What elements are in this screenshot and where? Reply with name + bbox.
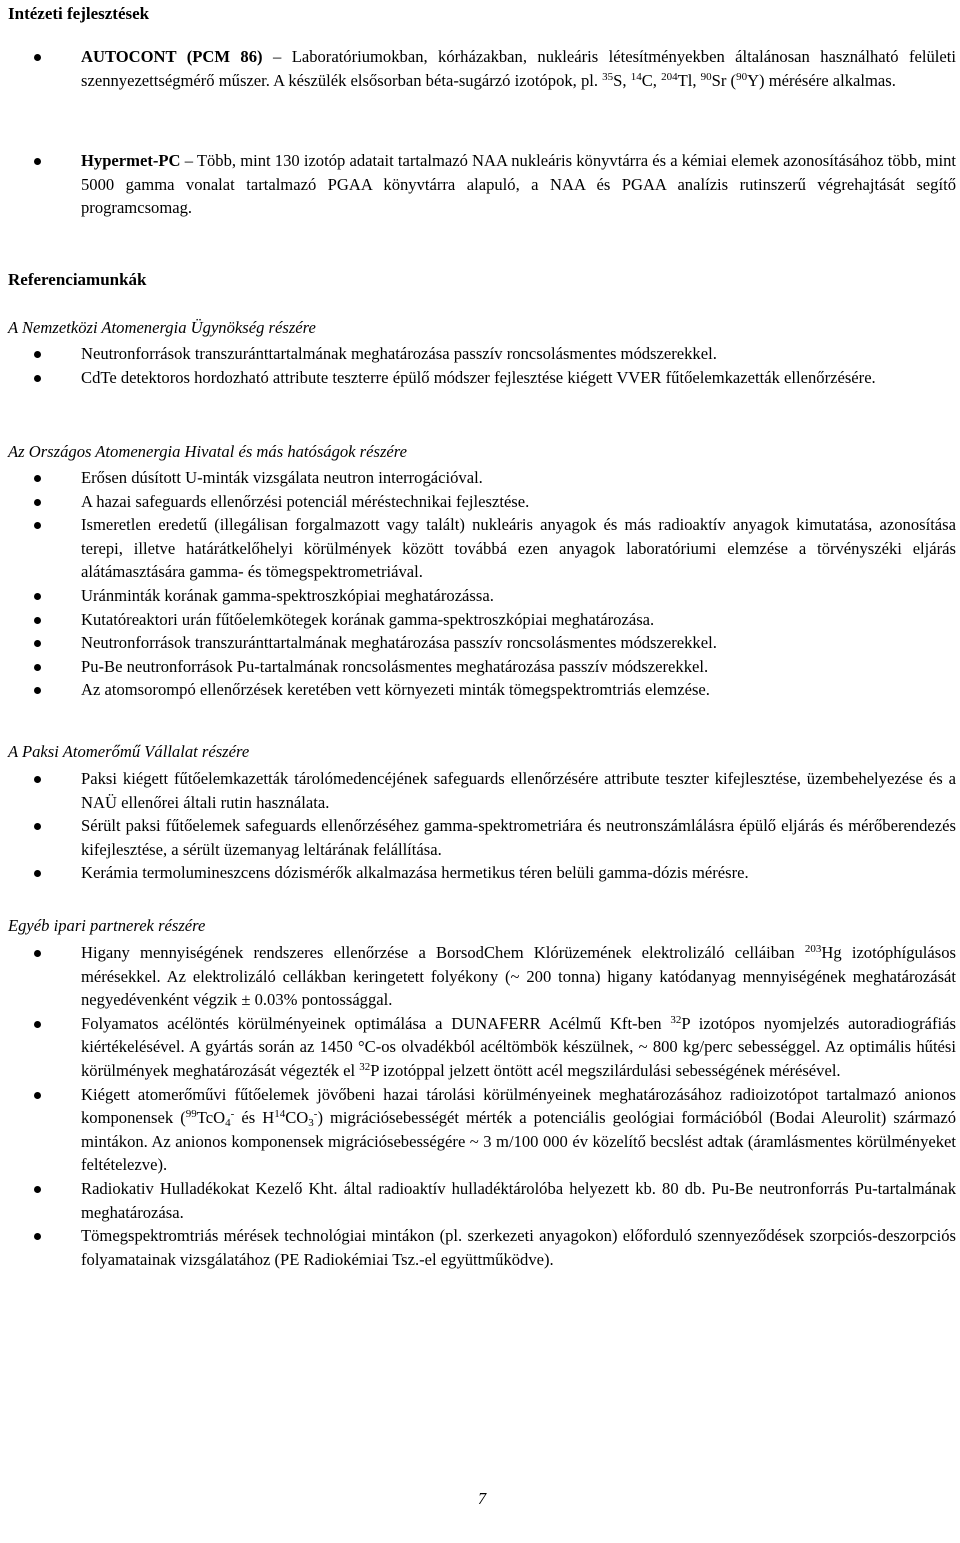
list-item: Paksi kiégett fűtőelemkazetták tárolómedencéjének safeguards ellenőrzésére attribute teszter kifejlesztése, üzembehelyezése és a NAÜ ellenőrei általi rutin használata. xyxy=(8,767,956,814)
dash: – xyxy=(180,151,197,170)
isotope-mass: 203 xyxy=(804,943,822,955)
text: ) migrációsebességét mérték a potenciális geológiai formációból (Bodai Aleurolit) származó mintákon. Az anionos komponensek migrációsebességére ~ 3 m/100 000 év közelítő becslést adtak (áramlásmentes körülményeket feltételezve). xyxy=(81,1108,957,1175)
page-number: 7 xyxy=(477,1489,487,1508)
isotope-mass: 35 xyxy=(602,70,614,83)
list-item-spent-fuel xyxy=(8,1083,956,1177)
oah-list xyxy=(8,466,956,702)
isotope-mass: 14 xyxy=(274,1108,286,1121)
heading-institutional-developments: Intézeti fejlesztések xyxy=(8,4,150,23)
isotope-mass: 99 xyxy=(185,1108,197,1121)
list-item: Sérült paksi fűtőelemek safeguards ellenőrzéséhez gamma-spektrometriára és neutronszámlálásra épülő eljárás és mérőberendezés kifejlesztése, a sérült üzemanyag leltárának felállítása. xyxy=(8,814,956,861)
charge: - xyxy=(230,1108,235,1121)
paks-list xyxy=(8,767,956,885)
list-item: Kerámia termolumineszcens dózismérők alkalmazása hermetikus téren belüli gamma-dózis mérésre. xyxy=(8,861,956,885)
list-item-hypermet xyxy=(8,149,956,220)
isotope-mass: 204 xyxy=(661,70,678,83)
iaea-list xyxy=(8,342,956,389)
section-title-industry: Egyéb ipari partnerek részére xyxy=(8,916,206,935)
text: CO xyxy=(285,1108,309,1128)
section-title-oah: Az Országos Atomenergia Hivatal és más hatóságok részére xyxy=(8,442,407,461)
product-description: Laboratóriumokban, kórházakban, nukleáris létesítményekben általánosan használható felületi szennyezettségmérő műszer. A készülék elsősorban béta-sugárzó izotópok, pl. xyxy=(81,47,956,90)
list-item: Uránminták korának gamma-spektroszkópiai meghatározássa. xyxy=(8,584,956,608)
isotope-mass: 32 xyxy=(670,1013,682,1026)
product-name: Hypermet-PC xyxy=(81,151,181,170)
text: Kiégett atomerőművi fűtőelemek jövőbeni hazai tárolási körülményeinek meghatározásához radioizotópot tartalmazó anionos komponensek ( xyxy=(81,1084,956,1128)
list-item: CdTe detektoros hordozható attribute teszterre épülő módszer fejlesztése kiégett VVER fűtőelemkazetták ellenőrzésére. xyxy=(8,366,956,390)
text: Higany mennyiségének rendszeres ellenőrzése a BorsodChem Klórüzemének elektrolizáló celláiban xyxy=(81,943,805,962)
list-item: Tömegspektromtriás mérések technológiai mintákon (pl. szerkezeti anyagokon) előforduló szennyeződések szorpciós-deszorpciós folyamatainak vizsgálatához (PE Radiokémiai Tsz.-el együttműködve). xyxy=(8,1224,956,1271)
list-item: Radiokativ Hulladékokat Kezelő Kht. által radioaktív hulladéktárolóba helyezett kb. 80 db. Pu-Be neutronforrás Pu-tartalmának meghatározása. xyxy=(8,1177,956,1224)
charge: - xyxy=(313,1108,318,1121)
list-item: Neutronforrások transzuránttartalmának meghatározása passzív roncsolásmentes módszerekkel. xyxy=(8,342,956,366)
subscript: 4 xyxy=(225,1117,231,1130)
list-item: Az atomsorompó ellenőrzések keretében vett környezeti minták tömegspektromtriás elemzése. xyxy=(8,678,956,702)
text: és H xyxy=(234,1108,275,1128)
isotope-mass: 90 xyxy=(736,70,748,83)
text: Hg izotóphígulásos mérésekkel. Az elektrolizáló cellákban keringetett folyékony (~ 200 tonna) higany katódanyag mennyiségének meghatározását negyedévenként végzik ± 0.03% pontossággal. xyxy=(81,943,956,1010)
list-item: Kutatóreaktori urán fűtőelemkötegek korának gamma-spektroszkópiai meghatározása. xyxy=(8,608,956,632)
product-description: Több, mint 130 izotóp adatait tartalmazó NAA nukleáris könyvtárra és a kémiai elemek azonosításához több, mint 5000 gamma vonalat tartalmazó PGAA könyvtárra alapuló, a NAA és PGAA analízis rutinszerű végrehajtását segítő programcsomag. xyxy=(81,151,956,218)
section-title-paks: A Paksi Atomerőmű Vállalat részére xyxy=(8,742,250,761)
development-list-2 xyxy=(8,149,956,220)
isotope-mass: 90 xyxy=(700,70,712,83)
product-name: AUTOCONT (PCM 86) xyxy=(81,47,263,66)
development-list xyxy=(8,45,956,92)
list-item: Pu-Be neutronforrások Pu-tartalmának roncsolásmentes meghatározása passzív módszerekkel. xyxy=(8,655,956,679)
list-item: Erősen dúsított U-minták vizsgálata neutron interrogációval. xyxy=(8,466,956,490)
isotope-mass: 14 xyxy=(630,70,642,83)
isotope-symbol: Sr ( xyxy=(711,70,737,90)
list-item: Neutronforrások transzuránttartalmának meghatározása passzív roncsolásmentes módszerekkel. xyxy=(8,631,956,655)
text: TcO xyxy=(196,1108,226,1128)
dash: – xyxy=(262,47,292,66)
isotope-symbol: Y) mérésére alkalmas. xyxy=(747,70,896,90)
list-item: A hazai safeguards ellenőrzési potenciál méréstechnikai fejlesztése. xyxy=(8,490,956,514)
list-item: Ismeretlen eredetű (illegálisan forgalmazott vagy talált) nukleáris anyagok és más radioaktív anyagok kimutatása, azonosítása terepi, illetve határátkelőhelyi körülmények között továbbá ezen anyagok laboratóriumi elemzése a törvényszéki eljárás alátámasztására gamma- és tömegspektrometriával. xyxy=(8,513,956,584)
isotope-mass: 32 xyxy=(359,1060,371,1073)
section-title-iaea: A Nemzetközi Atomenergia Ügynökség részére xyxy=(8,318,316,337)
isotope-symbol: C, xyxy=(641,70,662,90)
industry-list xyxy=(8,941,956,1271)
isotope-symbol: Tl, xyxy=(677,70,701,90)
list-item-autocont xyxy=(8,45,956,92)
list-item-steel xyxy=(8,1012,956,1083)
subscript: 3 xyxy=(308,1117,314,1130)
text: Folyamatos acélöntés körülményeinek optimálása a DUNAFERR Acélmű Kft-ben xyxy=(81,1013,671,1033)
isotope-symbol: S, xyxy=(613,70,631,90)
text: P izotópos nyomjelzés autoradiográfiás kiértékelésével. A gyártás során az 1450 °C-os olvadékból acéltömbök készülnek, ~ 800 kg/perc sebességgel. Az optimális hűtési körülmények meghatározását végezték el xyxy=(81,1013,956,1080)
text: P izotóppal jelzett öntött acél megszilárdulási sebességének mérésével. xyxy=(370,1060,841,1080)
list-item-mercury xyxy=(8,941,956,1012)
heading-reference-works: Referenciamunkák xyxy=(8,270,147,289)
